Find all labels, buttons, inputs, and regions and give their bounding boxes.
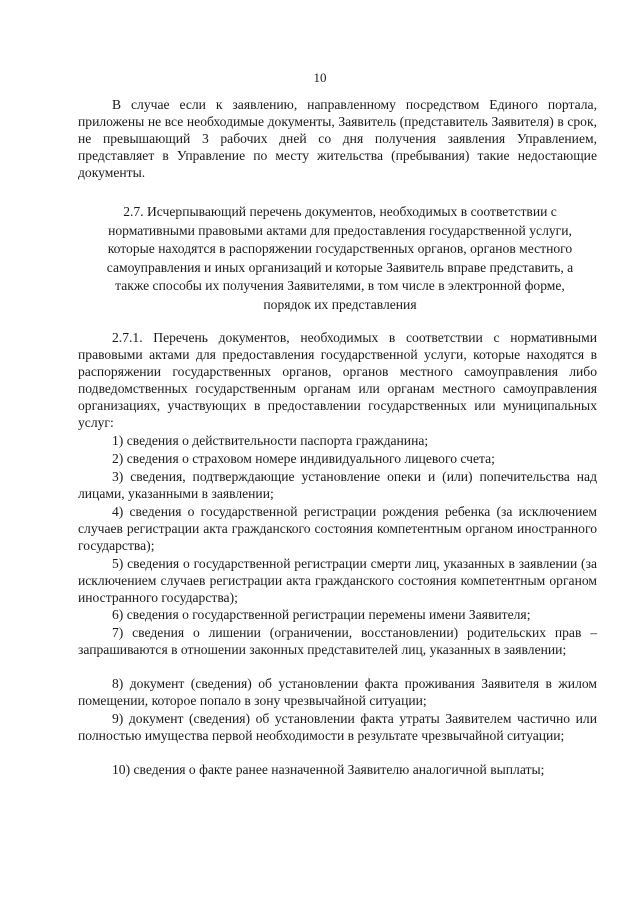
paragraph-missing-documents: В случае если к заявлению, направленному посредством Единого портала, приложены не все необходимые документы, Заявитель (представитель Заявителя) в срок, не превышающий 3 рабочих дней со дня получения заявления Управлением, представляет в Управление по месту жительства (пребывания) такие недостающие документы. xyxy=(78,97,597,180)
list-item-2: 2) сведения о страховом номере индивидуального лицевого счета; xyxy=(112,451,495,466)
paragraph-2-7-1: 2.7.1. Перечень документов, необходимых в соответствии с нормативными правовыми актами для предоставления государственной услуги, которые находятся в распоряжении государственных органов, органов местного самоуправления либо подведомственных государственным органам или органам местного самоуправления организациях, участвующих в предоставлении государственных или муниципальных услуг: xyxy=(78,330,597,430)
list-item-4: 4) сведения о государственной регистрации рождения ребенка (за исключением случаев регистрации акта гражданского состояния компетентным органом иностранного государства); xyxy=(78,504,597,553)
list-item-10: 10) сведения о факте ранее назначенной Заявителю аналогичной выплаты; xyxy=(112,762,545,777)
list-item-5: 5) сведения о государственной регистрации смерти лиц, указанных в заявлении (за исключением случаев регистрации акта гражданского состояния компетентным органом иностранного государства); xyxy=(78,556,597,605)
list-item-6: 6) сведения о государственной регистрации перемены имени Заявителя; xyxy=(112,607,531,622)
section-heading-2-7: 2.7. Исчерпывающий перечень документов, необходимых в соответствии с нормативными правовыми актами для предоставления государственной услуги, которые находятся в распоряжении государственных органов, органов местного самоуправления и иных организаций и которые Заявитель вправе представить, а также способы их получения Заявителями, в том числе в электронной форме, порядок их представления xyxy=(106,204,574,312)
list-item-9: 9) документ (сведения) об установлении факта утраты Заявителем частично или полностью имущества первой необходимости в результате чрезвычайной ситуации; xyxy=(78,711,597,743)
list-item-1: 1) сведения о действительности паспорта гражданина; xyxy=(112,433,429,448)
list-item-3: 3) сведения, подтверждающие установление опеки и (или) попечительства над лицами, указанными в заявлении; xyxy=(78,469,597,501)
page-number: 10 xyxy=(313,70,327,85)
list-item-7: 7) сведения о лишении (ограничении, восстановлении) родительских прав – запрашиваются в отношении законных представителей лиц, указанных в заявлении; xyxy=(78,625,597,657)
list-item-8: 8) документ (сведения) об установлении факта проживания Заявителя в жилом помещении, которое попало в зону чрезвычайной ситуации; xyxy=(78,676,597,708)
